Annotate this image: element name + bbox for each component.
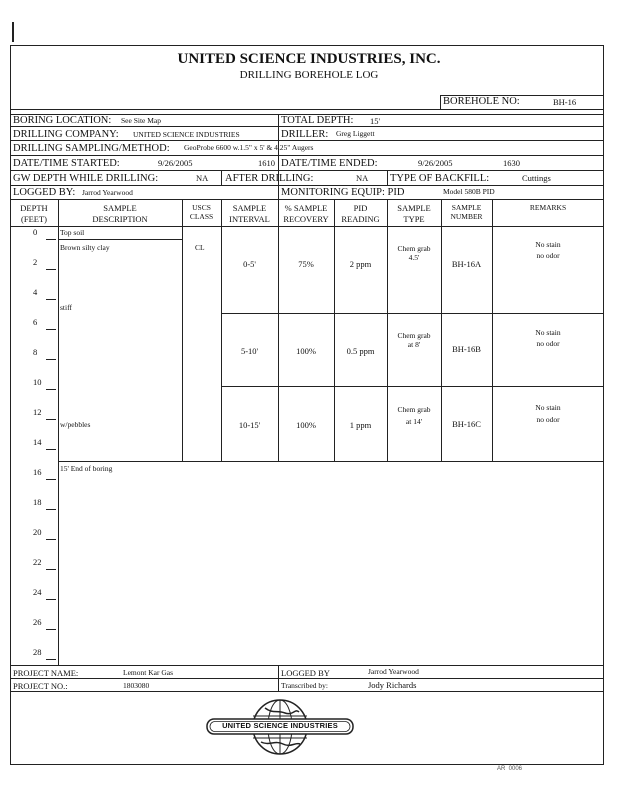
remarks: No stain no odor (535, 403, 561, 424)
total-depth-label: TOTAL DEPTH: (281, 115, 354, 126)
row-divider (221, 386, 604, 387)
depth-tick-label: 12 (33, 407, 42, 417)
sample-interval: 0-5' (243, 259, 256, 269)
desc-stiff: stiff (60, 303, 72, 312)
sample-type: Chem grab 4.5' (397, 244, 431, 263)
depth-tick (46, 569, 56, 570)
driller-label: DRILLER: (281, 129, 329, 140)
col-type-header: SAMPLE TYPE (397, 203, 431, 224)
after-drilling-label: AFTER DRILLING: (225, 173, 314, 184)
borehole-no: BH-16 (553, 97, 577, 107)
time-started: 1610 (258, 158, 275, 168)
remarks: No stain no odor (535, 328, 561, 349)
project-no: 1803080 (123, 681, 150, 690)
depth-tick (46, 329, 56, 330)
transcribed-label: Transcribed by: (281, 681, 329, 690)
transcribed-by: Jody Richards (368, 680, 417, 690)
rule (10, 155, 604, 156)
sample-type: Chem grab at 8' (397, 331, 431, 350)
depth-tick (46, 659, 56, 660)
margin-mark (12, 22, 14, 42)
depth-tick-label: 18 (33, 497, 42, 507)
drilling-company: UNITED SCIENCE INDUSTRIES (133, 130, 240, 139)
boring-location-label: BORING LOCATION: (13, 115, 112, 126)
drilling-company-label: DRILLING COMPANY: (13, 129, 119, 140)
pid-reading: 0.5 ppm (346, 346, 375, 356)
depth-tick (46, 269, 56, 270)
depth-tick-label: 22 (33, 557, 42, 567)
company-logo (205, 696, 355, 758)
depth-tick-label: 2 (33, 257, 38, 267)
divider (387, 170, 388, 185)
sample-recovery: 100% (296, 346, 316, 356)
logged-by: Jarrod Yearwood (82, 188, 133, 197)
desc-clay: Brown silty clay (60, 243, 110, 252)
rule (10, 199, 604, 200)
depth-tick (46, 299, 56, 300)
project-no-label: PROJECT NO.: (13, 681, 68, 691)
date-ended: 9/26/2005 (418, 158, 453, 168)
backfill-label: TYPE OF BACKFILL: (390, 173, 490, 184)
depth-tick (46, 389, 56, 390)
desc-top-soil: Top soil (60, 228, 85, 237)
col-recovery-header: % SAMPLE RECOVERY (283, 203, 329, 224)
company-name: UNITED SCIENCE INDUSTRIES, INC. (177, 51, 441, 67)
col-number-header: SAMPLE NUMBER (450, 203, 483, 222)
logo-text: UNITED SCIENCE INDUSTRIES (222, 721, 338, 730)
depth-tick-label: 16 (33, 467, 42, 477)
gw-depth-label: GW DEPTH WHILE DRILLING: (13, 173, 159, 184)
depth-tick-label: 8 (33, 347, 38, 357)
depth-tick (46, 599, 56, 600)
sampling-method: GeoProbe 6600 w.1.5" x 5' & 4.25" Augers (184, 143, 314, 152)
sample-number: BH-16B (452, 344, 481, 354)
rule (10, 185, 604, 186)
time-ended: 1630 (503, 158, 520, 168)
col-interval-header: SAMPLE INTERVAL (229, 203, 270, 224)
sample-interval: 10-15' (238, 420, 261, 430)
depth-tick (46, 479, 56, 480)
date-started-label: DATE/TIME STARTED: (13, 158, 120, 169)
depth-tick (46, 509, 56, 510)
page-mark: AR 0006 (497, 766, 523, 772)
depth-tick-label: 24 (33, 587, 42, 597)
depth-tick (46, 419, 56, 420)
backfill: Cuttings (522, 173, 551, 183)
rule (10, 109, 604, 110)
driller: Greg Liggett (336, 129, 375, 138)
depth-tick (46, 629, 56, 630)
col-uscs-header: USCS CLASS (189, 203, 214, 222)
sample-number: BH-16A (451, 259, 482, 269)
depth-tick-label: 0 (33, 227, 38, 237)
divider (278, 665, 279, 691)
rule (58, 239, 182, 240)
col-pid-header: PID READING (341, 203, 380, 224)
sample-type: Chem grab at 14' (397, 405, 431, 426)
col-divider (182, 199, 183, 461)
depth-tick (46, 239, 56, 240)
project-name: Lemont Kar Gas (123, 668, 173, 677)
col-depth-header: DEPTH (FEET) (20, 203, 48, 224)
sample-recovery: 100% (296, 420, 316, 430)
rule (10, 226, 604, 227)
form-title: DRILLING BOREHOLE LOG (239, 69, 379, 81)
footer-logged-by-label: LOGGED BY (281, 668, 330, 678)
rule (10, 665, 604, 666)
total-depth: 15' (370, 116, 381, 126)
sampling-method-label: DRILLING SAMPLING/METHOD: (13, 143, 170, 154)
footer-logged-by: Jarrod Yearwood (368, 667, 419, 676)
borehole-no-label: BOREHOLE NO: (443, 96, 520, 107)
rule (10, 170, 604, 171)
sample-number: BH-16C (452, 419, 481, 429)
depth-tick-label: 6 (33, 317, 38, 327)
monitoring-label: MONITORING EQUIP: PID (281, 187, 405, 198)
depth-tick (46, 539, 56, 540)
pid-reading: 2 ppm (349, 259, 372, 269)
sample-interval: 5-10' (240, 346, 259, 356)
rule (10, 678, 604, 679)
depth-tick-label: 28 (33, 647, 42, 657)
col-divider (58, 199, 59, 665)
depth-tick-label: 4 (33, 287, 38, 297)
date-ended-label: DATE/TIME ENDED: (281, 158, 378, 169)
col-description-header: SAMPLE DESCRIPTION (92, 203, 148, 224)
boring-location: See Site Map (121, 116, 161, 125)
depth-tick-label: 14 (33, 437, 42, 447)
col-remarks-header: REMARKS (529, 203, 567, 212)
project-name-label: PROJECT NAME: (13, 668, 79, 678)
depth-tick (46, 449, 56, 450)
rule (10, 691, 604, 692)
depth-tick-label: 26 (33, 617, 42, 627)
divider (278, 185, 279, 200)
depth-tick-label: 10 (33, 377, 42, 387)
after-drilling: NA (356, 173, 369, 183)
divider (221, 170, 222, 185)
remarks: No stain no odor (535, 240, 561, 261)
sample-recovery: 75% (298, 259, 314, 269)
depth-tick-label: 20 (33, 527, 42, 537)
row-divider (221, 313, 604, 314)
gw-depth: NA (196, 173, 209, 183)
uscs-class: CL (195, 243, 205, 252)
monitoring-model: Model 580B PID (443, 187, 495, 196)
depth-tick (46, 359, 56, 360)
desc-pebbles: w/pebbles (60, 420, 91, 429)
row-divider (58, 461, 604, 462)
desc-end: 15' End of boring (60, 464, 113, 473)
logged-by-label: LOGGED BY: (13, 187, 76, 198)
pid-reading: 1 ppm (349, 420, 372, 430)
date-started: 9/26/2005 (158, 158, 193, 168)
